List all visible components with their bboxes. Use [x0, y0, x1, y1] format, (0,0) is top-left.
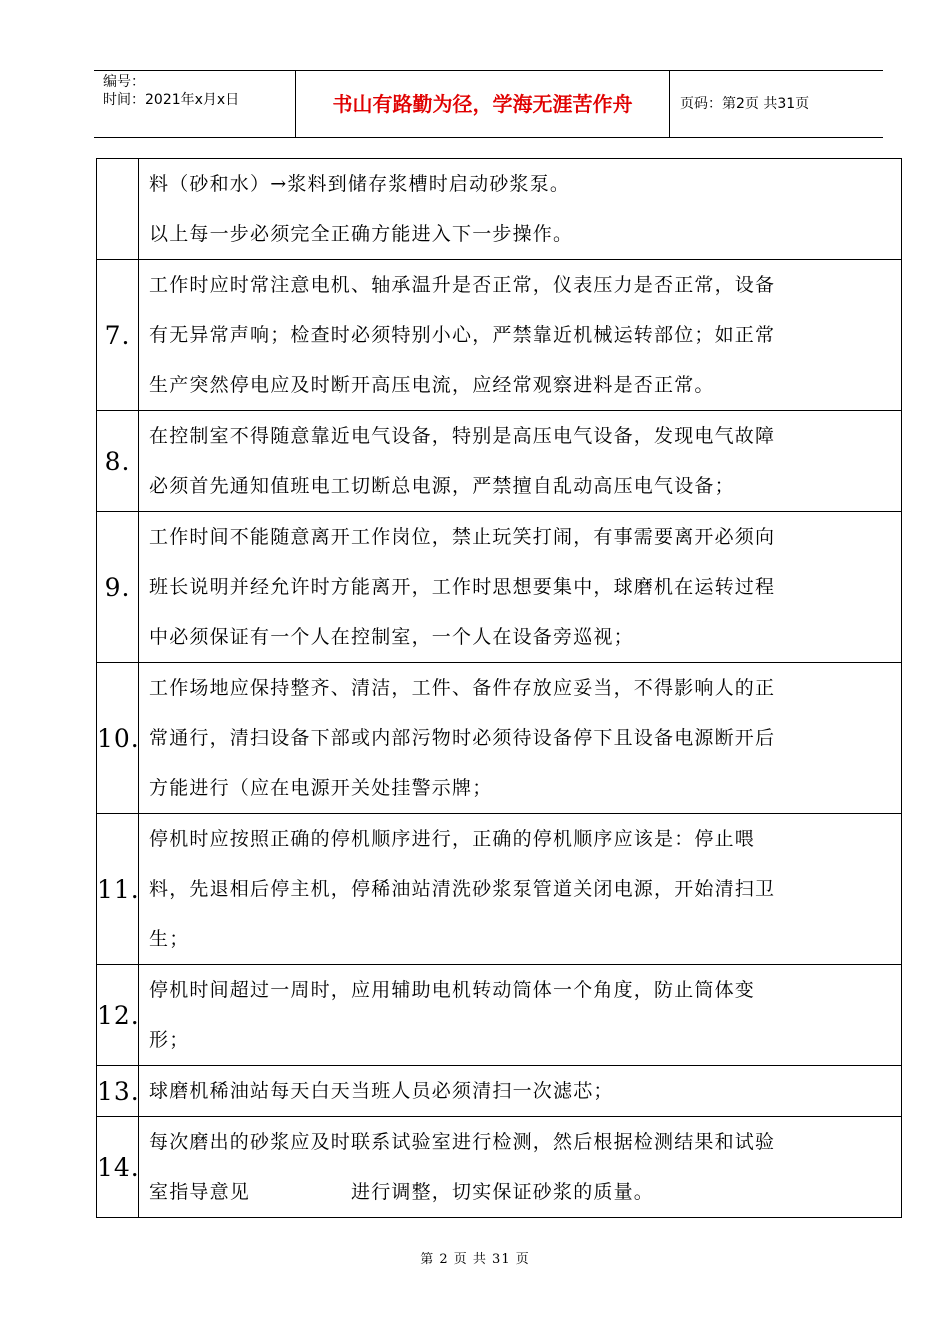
content-line: 球磨机稀油站每天白天当班人员必须清扫一次滤芯；: [149, 1080, 614, 1102]
content-line: 中必须保证有一个人在控制室，一个人在设备旁巡视；: [149, 626, 634, 648]
content-line: 工作时应时常注意电机、轴承温升是否正常，仪表压力是否正常，设备: [149, 274, 776, 296]
time-label: 时间：2021年x月x日: [103, 92, 240, 108]
row-number: 7.: [97, 260, 139, 411]
row-content: [139, 411, 902, 512]
content-line: 常通行，清扫设备下部或内部污物时必须待设备停下且设备电源断开后: [149, 727, 776, 749]
content-line: 必须首先通知值班电工切断总电源，严禁擅自乱动高压电气设备；: [149, 475, 735, 497]
content-line: 工作场地应保持整齐、清洁，工件、备件存放应妥当，不得影响人的正: [149, 677, 776, 699]
row-number: 14.: [97, 1117, 139, 1218]
row-content: [139, 663, 902, 814]
row-number: [97, 159, 139, 260]
table-row: [97, 814, 902, 965]
content-line: 班长说明并经允许时方能离开，工作时思想要集中，球磨机在运转过程: [149, 576, 776, 598]
table-row: [97, 1066, 902, 1117]
row-content: [139, 159, 902, 260]
row-number: 9.: [97, 512, 139, 663]
row-content: [139, 814, 902, 965]
table-row: [97, 663, 902, 814]
content-line: 有无异常声响；检查时必须特别小心，严禁靠近机械运转部位；如正常: [149, 324, 776, 346]
table-row: [97, 512, 902, 663]
page-footer: 第 2 页 共 31 页: [420, 1252, 530, 1267]
content-line: 停机时间超过一周时，应用辅助电机转动筒体一个角度，防止筒体变: [149, 979, 756, 1001]
content-line: 料（砂和水）→浆料到储存浆槽时启动砂浆泵。: [149, 173, 571, 195]
row-number: 8.: [97, 411, 139, 512]
table-row: [97, 159, 902, 260]
row-content: [139, 1066, 902, 1117]
header-page-info: 页码：第2页 共31页: [680, 96, 810, 112]
content-line: 在控制室不得随意靠近电气设备，特别是高压电气设备，发现电气故障: [149, 425, 776, 447]
content-line: 停机时应按照正确的停机顺序进行，正确的停机顺序应该是：停止喂: [149, 828, 756, 850]
row-number: 10.: [97, 663, 139, 814]
serial-number-label: 编号：: [103, 74, 145, 90]
content-line: 方能进行（应在电源开关处挂警示牌；: [149, 777, 493, 799]
rules-table: [96, 158, 902, 1218]
document-header: [94, 70, 883, 138]
row-content: [139, 260, 902, 411]
content-line: 工作时间不能随意离开工作岗位，禁止玩笑打闹，有事需要离开必须向: [149, 526, 776, 548]
row-content: [139, 1117, 902, 1218]
content-line: 料，先退相后停主机，停稀油站清洗砂浆泵管道关闭电源，开始清扫卫: [149, 878, 776, 900]
content-line: 生产突然停电应及时断开高压电流，应经常观察进料是否正常。: [149, 374, 715, 396]
content-line: 每次磨出的砂浆应及时联系试验室进行检测，然后根据检测结果和试验: [149, 1131, 776, 1153]
content-line: 室指导意见 进行调整，切实保证砂浆的质量。: [149, 1181, 655, 1203]
content-line: 形；: [149, 1029, 190, 1051]
table-row: [97, 411, 902, 512]
header-meta-cell: [94, 71, 296, 137]
content-line: 以上每一步必须完全正确方能进入下一步操作。: [149, 223, 574, 245]
row-number: 11.: [97, 814, 139, 965]
table-row: [97, 260, 902, 411]
row-number: 12.: [97, 965, 139, 1066]
table-row: [97, 965, 902, 1066]
table-row: [97, 1117, 902, 1218]
row-number: 13.: [97, 1066, 139, 1117]
content-line: 生；: [149, 928, 190, 950]
header-motto: 书山有路勤为径，学海无涯苦作舟: [296, 71, 670, 137]
row-content: [139, 512, 902, 663]
row-content: [139, 965, 902, 1066]
